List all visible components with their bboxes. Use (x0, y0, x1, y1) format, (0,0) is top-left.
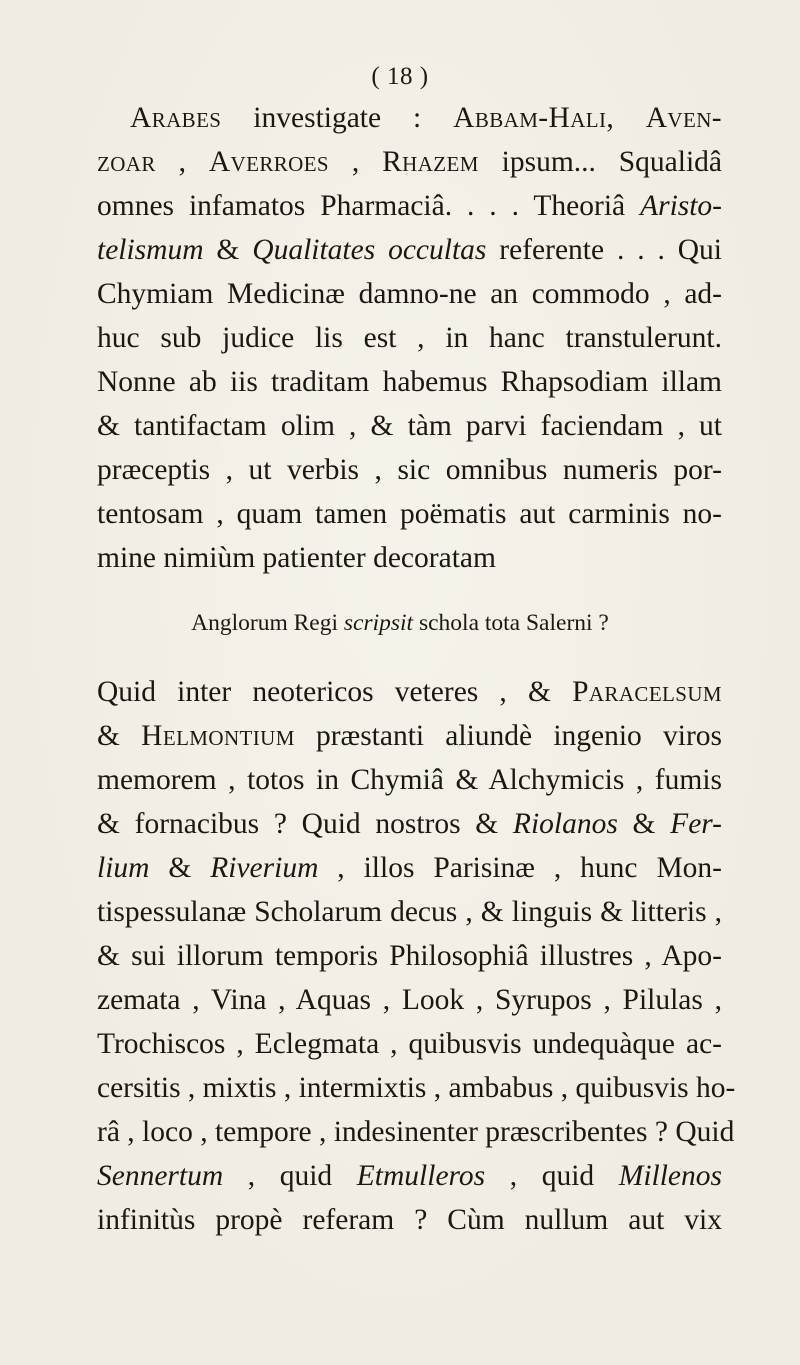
text-line: mine nimiùm patienter decoratam (97, 542, 496, 574)
text-line: Chymiam Medicinæ damno-ne an commodo , ad- (97, 278, 722, 310)
name-avenzoar: Aven- (645, 102, 722, 134)
verse-line: Anglorum Regi scripsit schola tota Salerni ? (191, 610, 609, 636)
text-line: râ , loco , tempore , indesinenter præscribentes ? Quid (97, 1116, 735, 1148)
name-arabes: Arabes (130, 102, 222, 134)
name-paracelsum: Paracelsum (572, 676, 722, 708)
text-line: Quid inter neotericos veteres , & Paracelsum (97, 676, 722, 708)
name-abbam-hali: Abbam-Hali (453, 102, 607, 134)
text-line: zemata , Vina , Aquas , Look , Syrupos , Pilulas , (97, 984, 722, 1016)
text-line: Nonne ab iis traditam habemus Rhapsodiam illam (97, 366, 722, 398)
text-line: zoar , Averroes , Rhazem ipsum... Squalidâ (97, 146, 722, 178)
name-rhazem: Rhazem (382, 146, 479, 178)
paragraph-2 (97, 670, 736, 1242)
text-line: tispessulanæ Scholarum decus , & linguis & litteris , (97, 896, 722, 928)
text-line: Sennertum , quid Etmulleros , quid Millenos (97, 1160, 723, 1192)
text-line: lium & Riverium , illos Parisinæ , hunc Mon- (97, 852, 722, 884)
text-line: Arabes investigate : Abbam-Hali, Aven- (130, 102, 722, 134)
text-line: omnes infamatos Pharmaciâ. . . . Theoriâ Aristo- (97, 190, 723, 222)
text-line: & tantifactam olim , & tàm parvi faciendam , ut (97, 410, 722, 442)
text-line: cersitis , mixtis , intermixtis , ambabus , quibusvis ho- (97, 1072, 736, 1104)
text-line: telismum & Qualitates occultas referente . . . Qui (97, 234, 723, 266)
text-line: infinitùs propè referam ? Cùm nullum aut vix (97, 1204, 722, 1236)
text-line: Trochiscos , Eclegmata , quibusvis undequàque ac- (97, 1028, 722, 1060)
text-line: & Helmontium præstanti aliundè ingenio viros (97, 720, 722, 752)
text-line: tentosam , quam tamen poëmatis aut carminis no- (97, 498, 722, 530)
text-line: & sui illorum temporis Philosophiâ illustres , Apo- (97, 940, 722, 972)
name-helmontium: Helmontium (141, 720, 295, 752)
text-line: memorem , totos in Chymiâ & Alchymicis , fumis (97, 764, 722, 796)
text-line: huc sub judice lis est , in hanc transtulerunt. (97, 322, 722, 354)
name-averroes: Averroes (208, 146, 330, 178)
paragraph-1 (97, 96, 722, 580)
page-number: ( 18 ) (371, 63, 429, 90)
text-line: & fornacibus ? Quid nostros & Riolanos & Fer- (97, 808, 722, 840)
text-line: præceptis , ut verbis , sic omnibus numeris por- (97, 454, 722, 486)
